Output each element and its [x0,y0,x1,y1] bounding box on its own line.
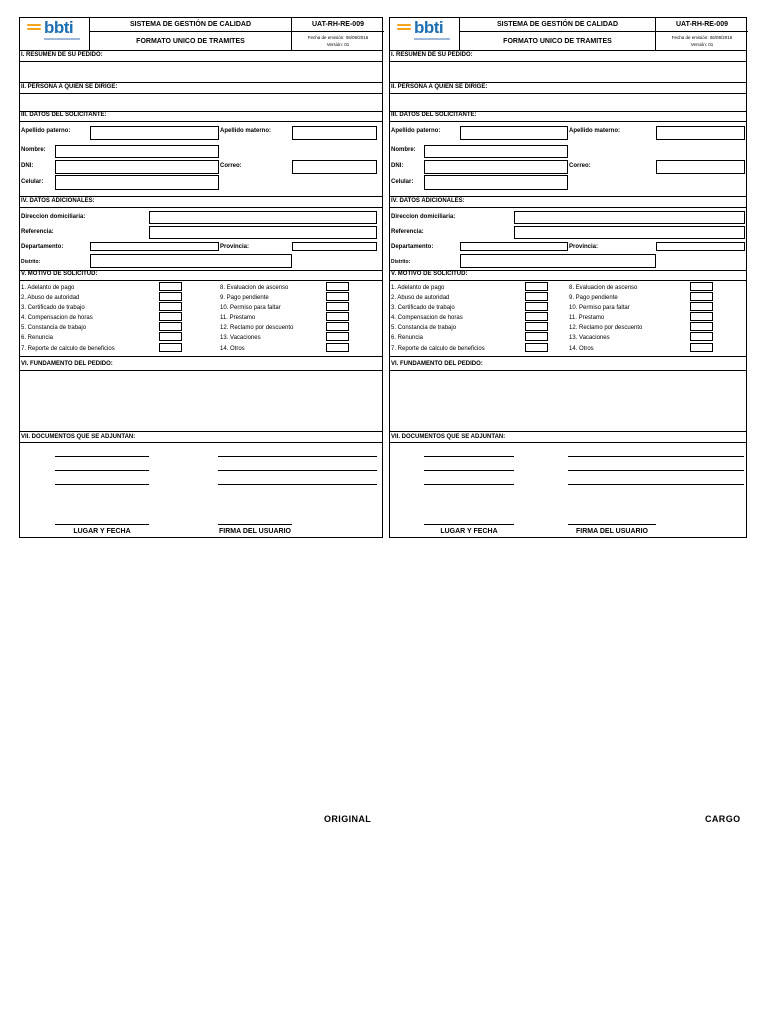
motivo-checkbox[interactable] [159,322,182,331]
apellido-materno-field[interactable] [292,126,377,140]
place-date-label: LUGAR Y FECHA [440,528,498,535]
provincia-field[interactable] [656,242,745,251]
distrito-field[interactable] [460,254,656,268]
logo-text: bbti [414,18,444,37]
motivo-item: 8. Evaluacion de ascenso [220,285,289,291]
motivo-checkbox[interactable] [159,302,182,311]
section-4-title: IV. DATOS ADICIONALES: [391,198,465,204]
logo-mark-icon [27,24,41,34]
copy-original-label: ORIGINAL [324,814,372,824]
copy-cargo-label: CARGO [705,814,741,824]
label-correo: Correo: [569,163,591,169]
motivo-checkbox[interactable] [525,343,548,352]
label-nombre: Nombre: [21,147,46,153]
fundamento-area[interactable] [391,372,745,430]
apellido-materno-field[interactable] [656,126,745,140]
nombre-field[interactable] [424,145,568,158]
apellido-paterno-field[interactable] [460,126,568,140]
motivo-checkbox[interactable] [525,332,548,341]
motivo-item: 4. Compensacion de horas [21,315,93,321]
form-title: FORMATO UNICO DE TRAMITES [136,38,245,45]
motivo-item: 1. Adelanto de pago [21,285,75,291]
logo-underline [414,38,450,40]
motivo-item: 9. Pago pendiente [569,295,618,301]
motivo-item: 8. Evaluacion de ascenso [569,285,638,291]
motivo-item: 3. Certificado de trabajo [21,305,85,311]
motivo-item: 9. Pago pendiente [220,295,269,301]
label-referencia: Referencia: [391,229,424,235]
dni-field[interactable] [424,160,568,174]
section-4-title: IV. DATOS ADICIONALES: [21,198,95,204]
motivo-item: 6. Renuncia [21,335,54,341]
motivo-checkbox[interactable] [326,292,349,301]
document-line[interactable] [424,456,514,457]
place-date-line[interactable] [424,524,514,525]
motivo-item: 5. Constancia de trabajo [391,325,457,331]
correo-field[interactable] [292,160,377,174]
motivo-item: 2. Abuso de autoridad [21,295,80,301]
document-line[interactable] [568,484,744,485]
motivo-item: 14. Otros [569,346,594,352]
document-line[interactable] [218,470,377,471]
referencia-field[interactable] [149,226,377,239]
motivo-checkbox[interactable] [525,282,548,291]
motivo-item: 3. Certificado de trabajo [391,305,455,311]
section-1-title: I. RESUMEN DE SU PEDIDO: [21,52,103,58]
motivo-checkbox[interactable] [159,332,182,341]
label-direccion: Direccion domiciliaria: [21,214,86,220]
document-line[interactable] [568,470,744,471]
motivo-checkbox[interactable] [525,312,548,321]
motivo-item: 11. Prestamo [220,315,256,321]
form-original [19,17,383,538]
motivo-checkbox[interactable] [525,322,548,331]
motivo-checkbox[interactable] [690,282,713,291]
section-2-title: II. PERSONA A QUIEN SE DIRIGE: [21,84,118,90]
logo-text: bbti [44,18,74,37]
document-line[interactable] [568,456,744,457]
distrito-field[interactable] [90,254,292,268]
motivo-checkbox[interactable] [326,332,349,341]
place-date-line[interactable] [55,524,149,525]
label-dni: DNI: [391,163,404,169]
section-6-title: VI. FUNDAMENTO DEL PEDIDO: [21,361,113,367]
dni-field[interactable] [55,160,219,174]
motivo-item: 12. Reclamo por descuento [569,325,643,331]
section-7-title: VII. DOCUMENTOS QUE SE ADJUNTAN: [21,434,136,440]
motivo-checkbox[interactable] [326,322,349,331]
document-line[interactable] [55,484,149,485]
header-titles [90,18,292,50]
section-5-title: V. MOTIVO DE SOLICITUD: [391,271,468,277]
section-2-title: II. PERSONA A QUIEN SE DIRIGE: [391,84,488,90]
motivo-item: 2. Abuso de autoridad [391,295,450,301]
motivo-checkbox[interactable] [326,312,349,321]
motivo-checkbox[interactable] [326,343,349,352]
user-signature-line[interactable] [568,524,656,525]
label-apellido-materno: Apellido materno: [569,128,621,134]
place-date-label: LUGAR Y FECHA [73,528,131,535]
issue-date: Fecha de emisión: 06/09/2016 [671,35,733,40]
correo-field[interactable] [656,160,745,174]
label-apellido-materno: Apellido materno: [220,128,272,134]
label-nombre: Nombre: [391,147,416,153]
label-departamento: Departamento: [21,244,64,250]
label-celular: Celular: [21,179,44,185]
motivo-item: 7. Reporte de calculo de beneficios [391,346,485,352]
document-line[interactable] [218,456,377,457]
label-direccion: Direccion domiciliaria: [391,214,456,220]
referencia-field[interactable] [514,226,745,239]
motivo-item: 10. Permiso para faltar [220,305,281,311]
motivo-checkbox[interactable] [690,302,713,311]
motivo-checkbox[interactable] [690,343,713,352]
motivo-item: 12. Reclamo por descuento [220,325,294,331]
section-1-title: I. RESUMEN DE SU PEDIDO: [391,52,473,58]
label-dni: DNI: [21,163,34,169]
system-title: SISTEMA DE GESTIÓN DE CALIDAD [496,21,619,28]
motivo-item: 6. Renuncia [391,335,424,341]
departamento-field[interactable] [460,242,568,251]
motivo-checkbox[interactable] [690,292,713,301]
provincia-field[interactable] [292,242,377,251]
user-signature-label: FIRMA DEL USUARIO [219,528,291,535]
section-7-title: VII. DOCUMENTOS QUE SE ADJUNTAN: [391,434,506,440]
label-distrito: Distrito: [391,259,411,265]
label-apellido-paterno: Apellido paterno: [391,128,441,134]
nombre-field[interactable] [55,145,219,158]
label-departamento: Departamento: [391,244,434,250]
label-correo: Correo: [220,163,242,169]
motivo-checkbox[interactable] [690,332,713,341]
form-code: UAT-RH-RE-009 [312,21,364,28]
motivo-checkbox[interactable] [690,322,713,331]
fundamento-area[interactable] [21,372,381,430]
logo-mark-icon [397,24,411,34]
label-referencia: Referencia: [21,229,54,235]
version: Versión: 01 [326,42,350,47]
motivo-checkbox[interactable] [159,312,182,321]
form-title: FORMATO UNICO DE TRAMITES [503,38,612,45]
motivo-checkbox[interactable] [159,343,182,352]
logo [390,18,460,50]
header-code-block [656,18,748,50]
label-apellido-paterno: Apellido paterno: [21,128,71,134]
label-provincia: Provincia: [569,244,599,250]
logo [20,18,90,50]
document-line[interactable] [424,484,514,485]
motivo-item: 5. Constancia de trabajo [21,325,87,331]
direccion-field[interactable] [514,211,745,224]
form-code: UAT-RH-RE-009 [676,21,728,28]
label-celular: Celular: [391,179,414,185]
header-code-block [292,18,384,50]
motivo-item: 1. Adelanto de pago [391,285,445,291]
motivo-item: 11. Prestamo [569,315,605,321]
motivo-checkbox[interactable] [690,312,713,321]
celular-field[interactable] [424,175,568,190]
direccion-field[interactable] [149,211,377,224]
motivo-checkbox[interactable] [159,292,182,301]
logo-underline [44,38,80,40]
motivo-checkbox[interactable] [525,292,548,301]
system-title: SISTEMA DE GESTIÓN DE CALIDAD [129,21,252,28]
section-5-title: V. MOTIVO DE SOLICITUD: [21,271,98,277]
document-line[interactable] [424,470,514,471]
motivo-checkbox[interactable] [159,282,182,291]
label-distrito: Distrito: [21,259,41,265]
document-line[interactable] [55,470,149,471]
header-titles [460,18,656,50]
document-line[interactable] [55,456,149,457]
apellido-paterno-field[interactable] [90,126,219,140]
motivo-checkbox[interactable] [525,302,548,311]
motivo-item: 10. Permiso para faltar [569,305,630,311]
section-3-title: III. DATOS DEL SOLICITANTE: [21,112,107,118]
motivo-item: 13. Vacaciones [220,335,261,341]
celular-field[interactable] [55,175,219,190]
form-cargo [389,17,747,538]
section-6-title: VI. FUNDAMENTO DEL PEDIDO: [391,361,483,367]
user-signature-line[interactable] [218,524,292,525]
motivo-checkbox[interactable] [326,302,349,311]
motivo-item: 4. Compensacion de horas [391,315,463,321]
motivo-item: 14. Otros [220,346,245,352]
section-3-title: III. DATOS DEL SOLICITANTE: [391,112,477,118]
document-line[interactable] [218,484,377,485]
issue-date: Fecha de emisión: 06/09/2016 [307,35,369,40]
motivo-item: 7. Reporte de calculo de beneficios [21,346,115,352]
user-signature-label: FIRMA DEL USUARIO [576,528,648,535]
label-provincia: Provincia: [220,244,250,250]
version: Versión: 01 [690,42,714,47]
departamento-field[interactable] [90,242,219,251]
motivo-checkbox[interactable] [326,282,349,291]
motivo-item: 13. Vacaciones [569,335,610,341]
